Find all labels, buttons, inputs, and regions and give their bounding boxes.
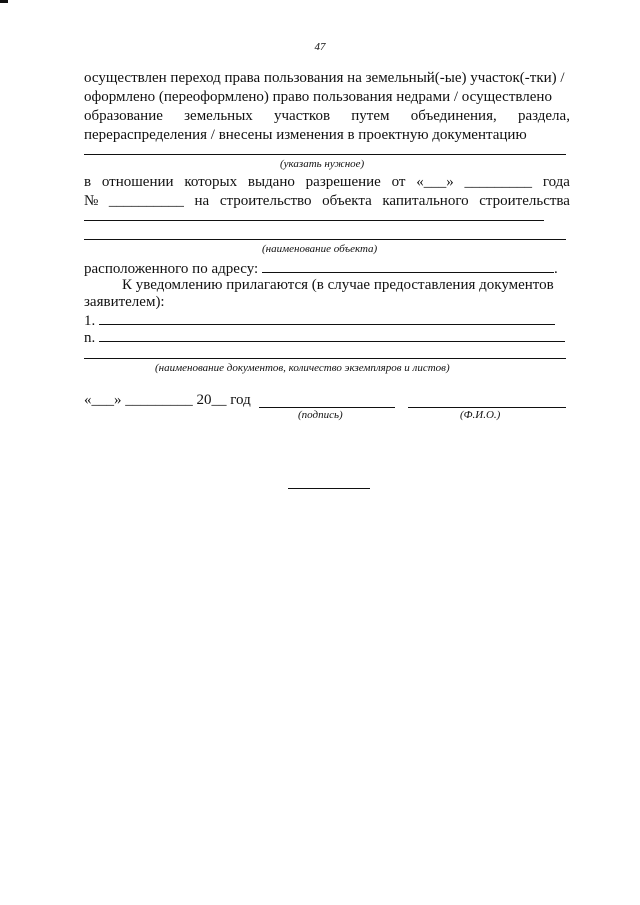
address-line [84, 259, 558, 278]
attachment-item-n-label: n. [84, 330, 96, 346]
scan-corner-mark [0, 0, 8, 3]
attachment-item-n-field[interactable] [99, 328, 565, 342]
paragraph-line-1: осуществлен переход права пользования на земельный(-ые) участок(-тки) / [84, 70, 565, 86]
permit-date-month-field[interactable]: _________ [464, 174, 533, 190]
caption-object: (наименование объекта) [262, 243, 378, 255]
year-word: год [230, 392, 251, 408]
caption-specify: (указать нужное) [280, 158, 365, 170]
attachments-intro-line-1: К уведомлению прилагаются (в случае предоставления документов [122, 277, 554, 293]
end-of-form-rule [288, 488, 370, 489]
word: строительство [219, 193, 312, 209]
word: раздела, [517, 108, 570, 124]
address-label: расположенного по адресу: [84, 261, 259, 277]
word: объекта [322, 193, 372, 209]
attachment-item-1-field[interactable] [99, 311, 555, 325]
object-name-line-1[interactable] [84, 220, 544, 221]
paragraph-line-2: оформлено (переоформлено) право пользования недрами / осуществлено [84, 89, 552, 105]
word: разрешение [305, 174, 381, 190]
paragraph-line-4: перераспределения / внесены изменения в проектную документацию [84, 127, 527, 143]
page-number: 47 [314, 41, 326, 53]
signature-year-field[interactable]: 20__ [196, 392, 227, 408]
permit-line-1 [84, 174, 570, 191]
word: участков [274, 108, 331, 124]
word: отношении [101, 174, 174, 190]
object-name-line-2[interactable] [84, 239, 566, 240]
permit-line-2 [84, 193, 570, 210]
word: земельных [184, 108, 253, 124]
word: капитального [382, 193, 469, 209]
paragraph-line-3 [84, 108, 570, 125]
number-sign: № [84, 193, 99, 209]
word: на [194, 193, 210, 209]
word: путем [351, 108, 390, 124]
signature-date-day-field[interactable]: «___» [84, 392, 122, 408]
signature-date-month-field[interactable]: _________ [125, 392, 193, 408]
word: которых [184, 174, 238, 190]
attachment-extra-line[interactable] [84, 358, 566, 359]
signature-field[interactable] [259, 407, 395, 408]
word: от [391, 174, 406, 190]
word: выдано [247, 174, 295, 190]
word: строительства [479, 193, 570, 209]
word: образование [84, 108, 163, 124]
caption-signature: (подпись) [298, 409, 343, 421]
word: года [542, 174, 570, 190]
signature-date-row [84, 392, 251, 409]
specify-fill-line[interactable] [84, 154, 566, 155]
attachment-item-n [84, 328, 565, 347]
full-name-field[interactable] [408, 407, 566, 408]
word: в [84, 174, 92, 190]
caption-documents: (наименование документов, количество экземпляров и листов) [155, 362, 450, 374]
word: объединения, [410, 108, 497, 124]
permit-number-field[interactable]: __________ [108, 193, 184, 209]
attachments-intro-line-2: заявителем): [84, 294, 165, 310]
caption-full-name: (Ф.И.О.) [460, 409, 501, 421]
address-field[interactable] [262, 259, 554, 273]
attachment-item-1-label: 1. [84, 313, 96, 329]
permit-date-day-field[interactable]: «___» [416, 174, 454, 190]
address-end: . [553, 261, 558, 277]
